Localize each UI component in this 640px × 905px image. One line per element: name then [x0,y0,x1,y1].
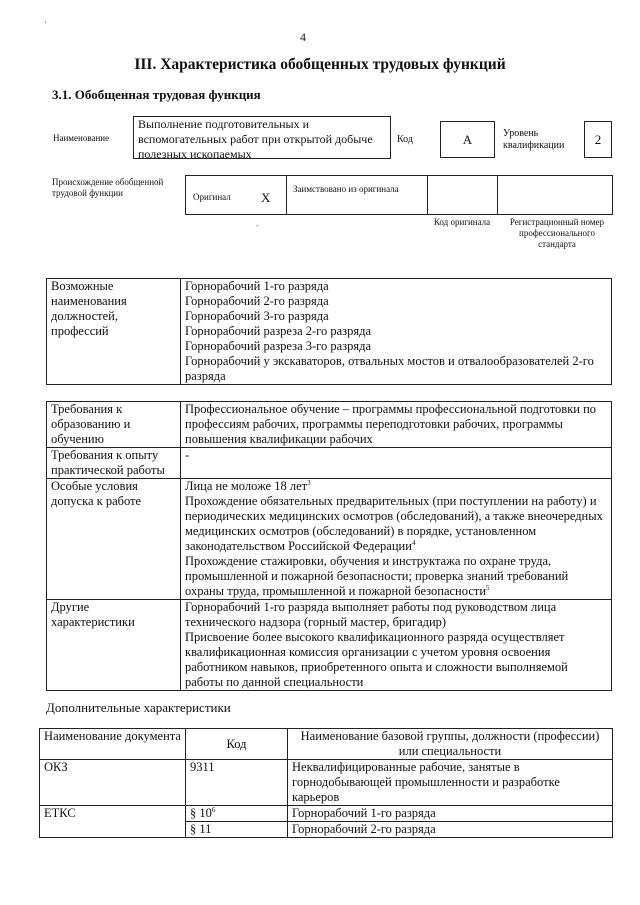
position-item: Горнорабочий 2-го разряда [185,294,329,308]
col-name-header: Наименование базовой группы, должности (профессии) или специальности [288,729,613,760]
position-item: Горнорабочий у экскаваторов, отвальных мостов и отвалообразователей 2-го разряда [185,354,594,383]
other-item: Присвоение более высокого квалификационного разряда осуществляет квалификационная комиссия организации с учетом уровня освоения работником навыков, приобретенного опыта и сложности выполняемой работы по данной специальности [185,630,568,689]
origin-box [185,175,613,215]
condition-item: Прохождение стажировки, обучения и инструктажа по охране труда, промышленной и пожарной безопасности; проверка знаний требований охраны труда, промышленной и пожарной безопасности$^5$ [185,554,569,598]
education-value: Профессиональное обучение – программы профессиональной подготовки по профессиям рабочих, программы переподготовки рабочих, программы повышения квалификации рабочих [181,402,612,448]
name-label: Наименование [53,133,110,143]
other-list [181,600,612,691]
position-item: Горнорабочий 1-го разряда [185,279,329,293]
conditions-label: Особые условия допуска к работе [47,479,181,600]
origin-label: Происхождение обобщенной трудовой функции [52,177,164,198]
okz-code: 9311 [186,760,288,806]
code-label: Код [397,134,413,145]
name-value-box [133,116,391,159]
additional-table [39,728,613,838]
etks-name-1: Горнорабочий 1-го разряда [288,806,613,822]
origin-divider-1 [286,175,287,215]
original-mark: X [261,190,271,205]
additional-title: Дополнительные характеристики [46,700,231,715]
code-value: А [462,132,473,147]
etks-code-1: § $10^6$ [186,806,288,822]
level-label: Уровень квалификации [503,128,565,151]
name-value: Выполнение подготовительных и вспомогательных работ при открытой добыче полезных ископаемых [138,117,373,161]
positions-list [181,279,612,385]
tick-mark: ˋ [256,224,259,233]
position-item: Горнорабочий 3-го разряда [185,309,329,323]
experience-label: Требования к опыту практической работы [47,448,181,479]
etks-doc: ЕТКС [40,806,186,838]
other-item: Горнорабочий 1-го разряда выполняет работы под руководством лица технического надзора (горный мастер, бригадир) [185,600,557,629]
okz-doc: ОКЗ [40,760,186,806]
code-caption: Код оригинала [433,217,491,227]
etks-name-2: Горнорабочий 2-го разряда [288,822,613,838]
positions-label: Возможные наименования должностей, профессий [47,279,181,385]
other-label: Другие характеристики [47,600,181,691]
requirements-table [46,401,612,691]
okz-name: Неквалифицированные рабочие, занятые в горнодобывающей промышленности и разработке карьеров [288,760,613,806]
conditions-list [181,479,612,600]
origin-divider-2 [427,175,428,215]
level-value-box [584,121,612,158]
etks-code-2: § 11 [186,822,288,838]
subsection-title: 3.1. Обобщенная трудовая функция [52,87,261,102]
level-value: 2 [594,132,602,147]
experience-value: - [181,448,612,479]
reg-caption: Регистрационный номер профессионального стандарта [509,217,605,249]
col-code-header: Код [186,729,288,760]
code-value-box [440,121,495,158]
position-item: Горнорабочий разреза 3-го разряда [185,339,371,353]
original-label: Оригинал [193,192,231,202]
origin-divider-3 [497,175,498,215]
section-title: III. Характеристика обобщенных трудовых функций [134,56,506,73]
col-doc-header: Наименование документа [40,729,186,760]
borrowed-label: Заимствовано из оригинала [293,184,399,194]
education-label: Требования к образованию и обучению [47,402,181,448]
condition-item: Лица не моложе 18 лет$^3$ [185,478,311,493]
dot-mark: · [44,18,47,27]
positions-table [46,278,612,385]
page-number: 4 [300,30,306,44]
position-item: Горнорабочий разреза 2-го разряда [185,324,371,338]
condition-item: Прохождение обязательных предварительных (при поступлении на работу) и периодических медицинских осмотров (обследований), а также внеочередных медицинских осмотров (обследований) в порядке, установленном законодательством Российской Федерации$^4$ [185,494,603,553]
